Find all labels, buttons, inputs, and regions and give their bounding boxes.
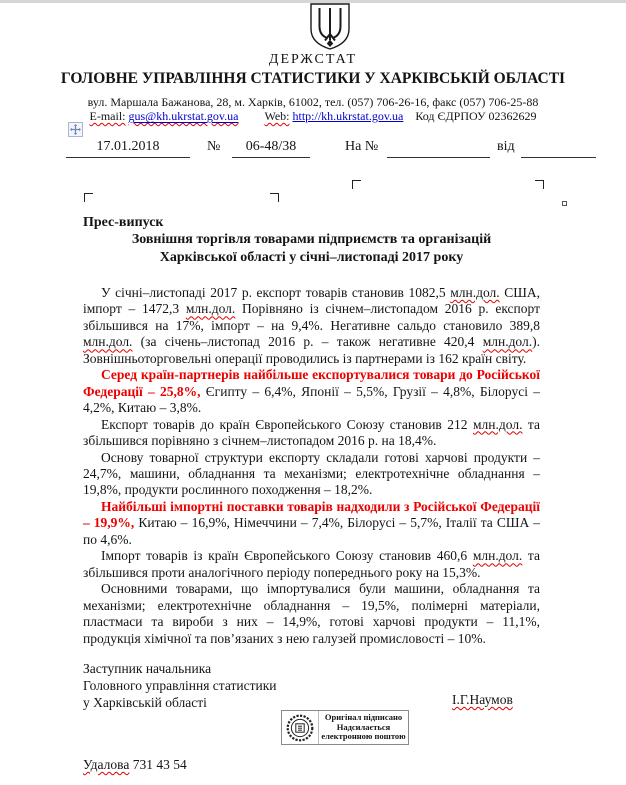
from-underline: [521, 157, 596, 158]
executor-name: Удалова: [83, 757, 130, 772]
signature-title-line: у Харківській області: [83, 695, 207, 711]
frame-corner-mark: [84, 193, 93, 202]
signatory-name: І.Г.Наумов: [452, 692, 513, 707]
doc-date: 17.01.2018: [96, 139, 160, 154]
email-link[interactable]: gus@kh.ukrstat.gov.ua: [128, 109, 239, 123]
edrpou-code: Код ЄДРПОУ 02362629: [415, 109, 537, 123]
frame-square-mark: [562, 201, 567, 206]
executor-line: [83, 757, 187, 773]
stamp-text: Оригінал підписано Надсилається електронною поштою: [321, 712, 406, 742]
doc-title-line1: Зовнішня торгівля товарами підприємств та організацій: [131, 232, 492, 247]
body-paragraph: У січні–листопаді 2017 р. експорт товарів становив 1082,5 млн.дол. США, імпорт – 1472,3 млн.дол. Порівняно із січнем–листопадом 2016 р. експорт збільшився на 17%, імпорт – на 9,4%. Негативне сальдо становило 389,8 млн.дол. (за січень–листопад 2016 р. – також негативне 420,4 млн.дол.). Зовнішньоторговельні операції проводились із партнерами із 162 країн світу.: [83, 285, 540, 366]
contact-line: [0, 109, 626, 124]
body-paragraph: Експорт товарів до країн Європейського Союзу становив 212 млн.дол. та збільшився порівняно з січнем–листопадом 2016 р. на 18,4%.: [83, 416, 540, 449]
signature-block: [83, 660, 277, 712]
electronic-signature-stamp: [281, 710, 409, 745]
from-label: від: [497, 139, 515, 154]
reply-underline: [387, 157, 490, 158]
number-underline: [232, 157, 310, 158]
body-paragraph: Імпорт товарів із країн Європейського Союзу становив 460,6 млн.дол. та збільшився проти аналогічного періоду попереднього року на 15,3%.: [83, 548, 540, 580]
web-label: Web:: [264, 109, 290, 123]
ukraine-trident-emblem: [302, 3, 358, 50]
document-body: [83, 214, 540, 647]
doc-title-line2: Харківської області у січні–листопаді 2017 року: [159, 249, 464, 265]
address-line: вул. Маршала Бажанова, 28, м. Харків, 61002, тел. (057) 706-26-16, факс (057) 706-25-88: [87, 95, 539, 109]
agency-name: ДЕРЖСТАТ: [268, 52, 358, 67]
date-underline: [66, 157, 190, 158]
email-label: E-mail:: [89, 109, 126, 123]
frame-corner-mark: [352, 180, 361, 189]
number-sign: №: [207, 139, 221, 154]
executor-phone: 731 43 54: [132, 757, 187, 772]
body-paragraph: Найбільші імпортні поставки товарів надходили з Російської Федерації – 19,9%, Китаю – 16,9%, Німеччини – 7,4%, Білорусі – 5,7%, Італії та США – по 4,6%.: [83, 498, 541, 547]
doc-number: 06-48/38: [245, 139, 297, 154]
frame-corner-mark: [270, 193, 279, 202]
signature-title-line: Заступник начальника: [83, 661, 212, 676]
body-paragraph: Серед країн-партнерів найбільше експортувалися товари до Російської Федерації – 25,8%, Єгипту – 6,4%, Японії – 5,5%, Грузії – 4,8%, Білорусі – 4,2%, Китаю – 3,8%.: [83, 367, 540, 416]
department-title: ГОЛОВНЕ УПРАВЛІННЯ СТАТИСТИКИ У ХАРКІВСЬКІЙ ОБЛАСТІ: [60, 70, 566, 87]
body-paragraph: Основними товарами, що імпортувалися були машини, обладнання та механізми; електротехнічне обладнання – 19,5%, полімерні матеріали, пластмаси та вироби з них – 14,9%, готові харчові продукти – 11,1%, продукція хімічної та пов’язаних з нею галузей промисловості – 10%.: [83, 581, 540, 646]
web-link[interactable]: http://kh.ukrstat.gov.ua: [292, 109, 404, 123]
signature-title-line: Головного управління статистики: [83, 678, 277, 694]
seal-icon: [282, 711, 319, 744]
body-paragraph: Основу товарної структури експорту складали готові харчові продукти – 24,7%, машини, обладнання та механізми; електротехнічне обладнання – 19,8%, продукти рослинного походження – 18,2%.: [83, 449, 540, 498]
doc-type-label: Прес-випуск: [83, 215, 164, 230]
reply-label: На №: [345, 139, 379, 154]
move-handle-icon[interactable]: [68, 122, 83, 137]
frame-corner-mark: [535, 180, 544, 189]
